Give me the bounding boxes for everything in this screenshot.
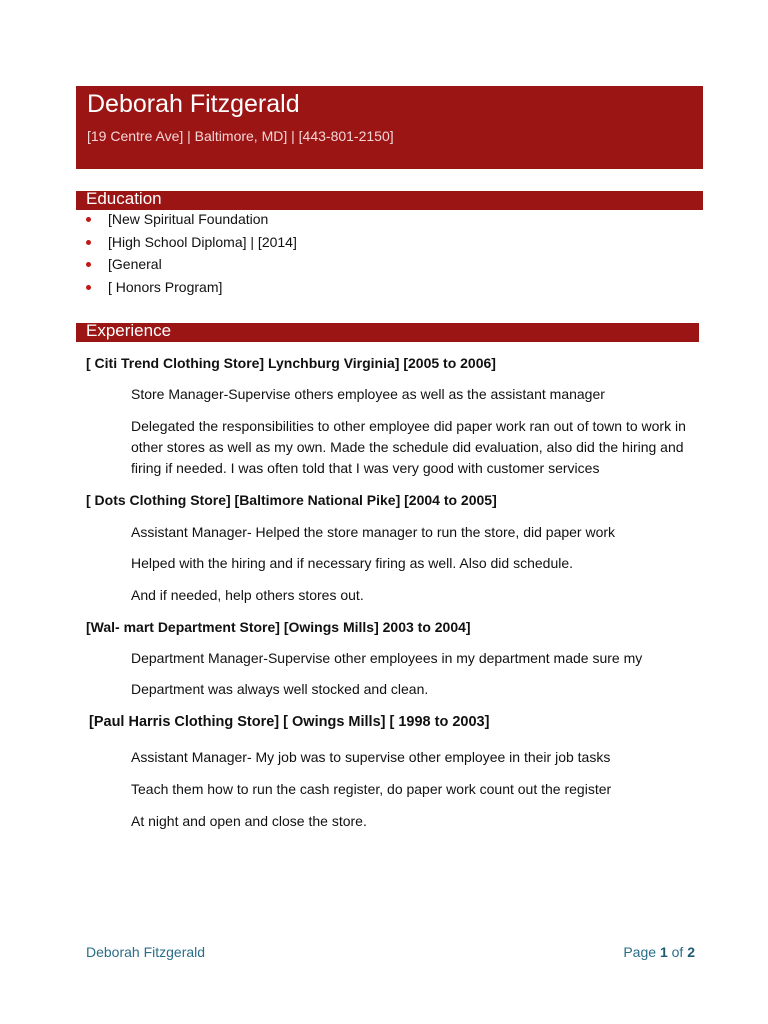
footer-name: Deborah Fitzgerald xyxy=(86,944,206,960)
education-item xyxy=(86,211,297,234)
experience-section-bar xyxy=(76,323,699,342)
education-section-bar xyxy=(76,191,703,210)
applicant-name: Deborah Fitzgerald xyxy=(87,90,300,118)
bullet-icon xyxy=(86,262,91,267)
job-heading: [ Dots Clothing Store] [Baltimore National Pike] [2004 to 2005] xyxy=(86,492,497,508)
education-item-text: [High School Diploma] | [2014] xyxy=(108,233,297,250)
page-number xyxy=(623,944,695,961)
education-list xyxy=(86,211,297,301)
page-prefix: Page xyxy=(623,944,660,960)
page-of: of xyxy=(667,944,688,960)
job-description: Department Manager-Supervise other employees in my department made sure my xyxy=(131,650,643,666)
job-description: And if needed, help others stores out. xyxy=(131,587,364,603)
education-item xyxy=(86,234,297,257)
job-heading: [Wal- mart Department Store] [Owings Mills] 2003 to 2004] xyxy=(86,619,471,635)
contact-info: [19 Centre Ave] | Baltimore, MD] | [443-801-2150] xyxy=(87,128,394,144)
job-description: Delegated the responsibilities to other employee did paper work ran out of town to work in other stores as well as my own. Made the schedule did evaluation, also did the hiring and firing if needed. I was often told that I was very good with customer services xyxy=(131,418,686,476)
job-heading: [Paul Harris Clothing Store] [ Owings Mills] [ 1998 to 2003] xyxy=(89,714,490,730)
job-description: Helped with the hiring and if necessary firing as well. Also did schedule. xyxy=(131,555,574,571)
header-band xyxy=(76,86,703,169)
job-heading: [ Citi Trend Clothing Store] Lynchburg Virginia] [2005 to 2006] xyxy=(86,355,496,371)
bullet-icon xyxy=(86,285,91,290)
job-description: Department was always well stocked and clean. xyxy=(131,681,429,697)
job-description: At night and open and close the store. xyxy=(131,813,367,829)
education-heading: Education xyxy=(86,189,162,208)
education-item-text: [ Honors Program] xyxy=(108,278,223,295)
education-item xyxy=(86,279,297,302)
job-description: Teach them how to run the cash register, do paper work count out the register xyxy=(131,781,612,797)
bullet-icon xyxy=(86,240,91,245)
page-total: 2 xyxy=(687,944,695,960)
education-item xyxy=(86,256,297,279)
job-description: Assistant Manager- Helped the store manager to run the store, did paper work xyxy=(131,524,616,540)
education-item-text: [New Spiritual Foundation xyxy=(108,211,269,227)
page-current: 1 xyxy=(659,944,668,960)
job-description: Assistant Manager- My job was to supervise other employee in their job tasks xyxy=(131,749,611,765)
bullet-icon xyxy=(86,217,91,222)
job-description: Store Manager-Supervise others employee as well as the assistant manager xyxy=(131,386,605,402)
education-item-text: [General xyxy=(108,256,162,272)
experience-heading: Experience xyxy=(86,321,172,340)
